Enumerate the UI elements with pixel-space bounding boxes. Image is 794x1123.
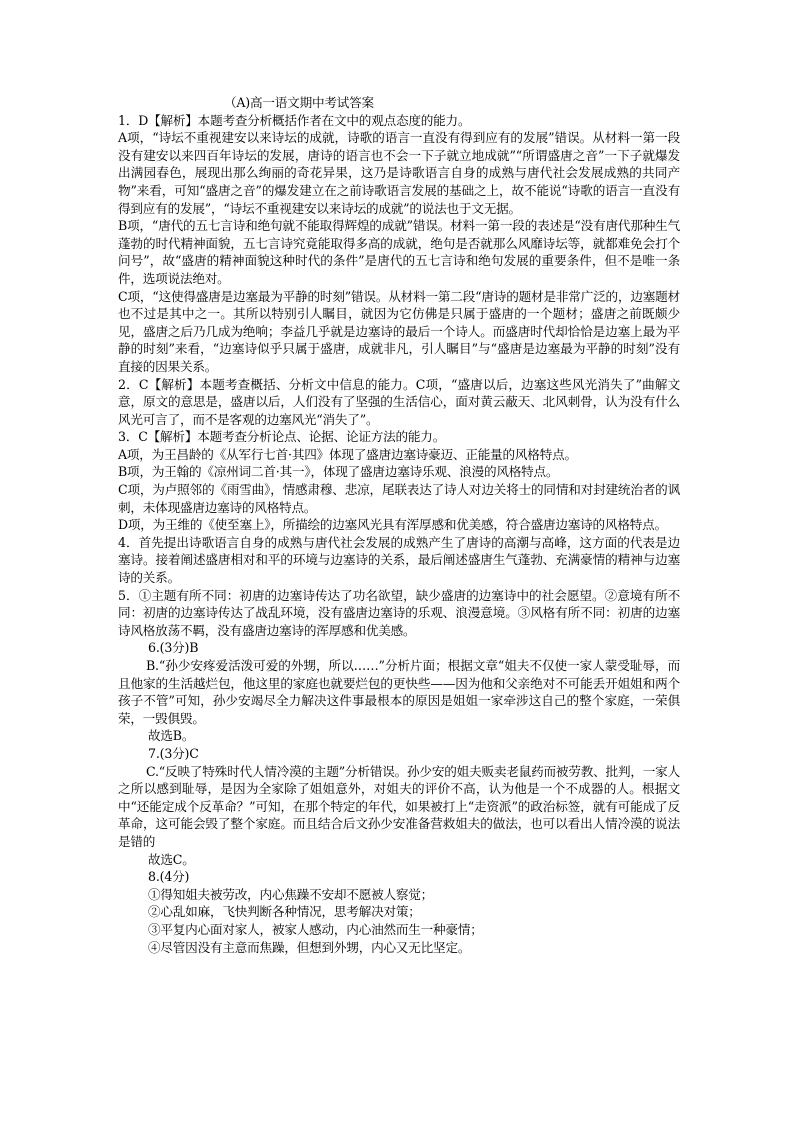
answer-paragraph: 故选B。: [148, 728, 195, 744]
answer-paragraph: B项，“唐代的五七言诗和绝句就不能取得辉煌的成就”错误。材料一第一段的表述是“没有唐代那种生气蓬勃的时代精神面貌，五七言诗究竟能取得多高的成就，绝句是否就那么风靡诗坛等，就都难免会打个问号”，故“盛唐的精神面貌这种时代的条件”是唐代的五七言诗和绝句发展的重要条件，但不是唯一条件，选项说法绝对。: [118, 218, 680, 286]
answer-paragraph: 故选C。: [148, 851, 195, 867]
answer-paragraph: B项，为王翰的《凉州词二首·其一》，体现了盛唐边塞诗乐观、浪漫的风格特点。: [118, 464, 559, 480]
answer-paragraph: 3．C【解析】本题考查分析论点、论据、论证方法的能力。: [118, 429, 446, 445]
answer-paragraph: A项，为王昌龄的《从军行七首·其四》体现了盛唐边塞诗豪迈、正能量的风格特点。: [118, 446, 577, 462]
answer-paragraph: 5．①主题有所不同：初唐的边塞诗传达了功名欲望，缺少盛唐的边塞诗中的社会愿望。②意境有所不同：初唐的边塞诗传达了战乱环境，没有盛唐边塞诗的乐观、浪漫意境。③风格有所不同：初唐的边塞诗风格放荡不羁，没有盛唐边塞诗的浑厚感和优美感。: [118, 587, 680, 638]
answer-paragraph: ③平复内心面对家人，被家人感动，内心油然而生一种豪情；: [148, 921, 483, 937]
document-title: （A)高一语文期中考试答案: [224, 95, 374, 110]
answer-paragraph: C项，为卢照邻的《雨雪曲》，情感肃穆、悲凉，尾联表达了诗人对边关将士的同情和对封建统治者的讽刺，未体现盛唐边塞诗的风格特点。: [118, 482, 680, 515]
answer-paragraph: 2．C【解析】本题考查概括、分析文中信息的能力。C项，“盛唐以后，边塞这些风光消失了”曲解文意，原文的意思是，盛唐以后，人们没有了坚强的生活信心，面对黄云蔽天、北风刺骨，认为没有什么风光可言了，而不是客观的边塞风光“消失了”。: [118, 376, 680, 427]
answer-paragraph: 1．D【解析】本题考查分析概括作者在文中的观点态度的能力。: [118, 112, 471, 128]
answer-paragraph: D项，为王维的《使至塞上》，所描绘的边塞风光具有浑厚感和优美感，符合盛唐边塞诗的风格特点。: [118, 517, 667, 533]
answer-paragraph: 4．首先提出诗歌语言自身的成熟与唐代社会发展的成熟产生了唐诗的高潮与高峰，这方面的代表是边塞诗。接着阐述盛唐相对和平的环境与边塞诗的关系，最后阐述盛唐生气蓬勃、充满豪情的精神与边塞诗的关系。: [118, 534, 680, 586]
answer-paragraph: ①得知姐夫被劳改，内心焦躁不安却不愿被人察觉；: [148, 886, 434, 902]
answer-paragraph: C项，“这使得盛唐是边塞最为平静的时刻”错误。从材料一第二段“唐诗的题材是非常广泛的，边塞题材也不过是其中之一。其所以特别引人瞩目，就因为它仿佛是只属于盛唐的一个题材；盛唐之前既颇少见，盛唐之后乃几成为绝响；李益几乎就是边塞诗的最后一个诗人。而盛唐时代却恰恰是边塞上最为平静的时刻”来看，“边塞诗似乎只属于盛唐，成就非凡，引人瞩目”与“盛唐是边塞最为平静的时刻”没有直接的因果关系。: [118, 288, 680, 374]
answer-sheet-body: [118, 94, 680, 956]
answer-paragraph: 8.(4分): [148, 869, 190, 885]
answer-paragraph: B.“孙少安疼爱活泼可爱的外甥，所以……”分析片面；根据文章“姐夫不仅使一家人蒙受耻辱，而且他家的生活越烂包，他这里的家庭也就要烂包的更快些——因为他和父亲绝对不可能丢开姐姐和两个孩子不管”可知，孙少安竭尽全力解决这件事最根本的原因是姐姐一家牵涉这自己的整个家庭，一荣俱荣，一毁俱毁。: [118, 658, 680, 726]
answer-paragraph: A项，“诗坛不重视建安以来诗坛的成就，诗歌的语言一直没有得到应有的发展”错误。从材料一第一段没有建安以来四百年诗坛的发展，唐诗的语言也不会一下子就立地成就”“所谓盛唐之音”一下子就爆发出满园春色，展现出那么绚丽的奇花异果，这乃是诗歌语言自身的成熟与唐代社会发展成熟的共同产物”来看，可知“盛唐之音”的爆发建立在之前诗歌语言发展的基础之上，故不能说“诗歌的语言一直没有得到应有的发展”，“诗坛不重视建安以来诗坛的成就”的说法也于文无据。: [118, 130, 680, 216]
answer-paragraph: C.“反映了特殊时代人情冷漠的主题”分析错误。孙少安的姐夫贩卖老鼠药而被劳教、批判，一家人之所以感到耻辱，是因为全家除了姐姐意外，对姐夫的评价不高，认为他是一个不成器的人。根据文中“还能定成个反革命？”可知，在那个特定的年代，如果被打上“走资派”的政治标签，就有可能成了反革命，这可能会毁了整个家庭。而且结合后文孙少安准备营救姐夫的做法，也可以看出人情冷漠的说法是错的: [118, 763, 680, 849]
answer-paragraph: ②心乱如麻，飞快判断各种情况，思考解决对策；: [148, 904, 421, 920]
answer-paragraph: 7.(3分)C: [148, 745, 199, 761]
answer-paragraph: ④尽管因没有主意而焦躁，但想到外甥，内心又无比坚定。: [148, 939, 471, 955]
answer-paragraph: 6.(3分)B: [148, 640, 199, 656]
